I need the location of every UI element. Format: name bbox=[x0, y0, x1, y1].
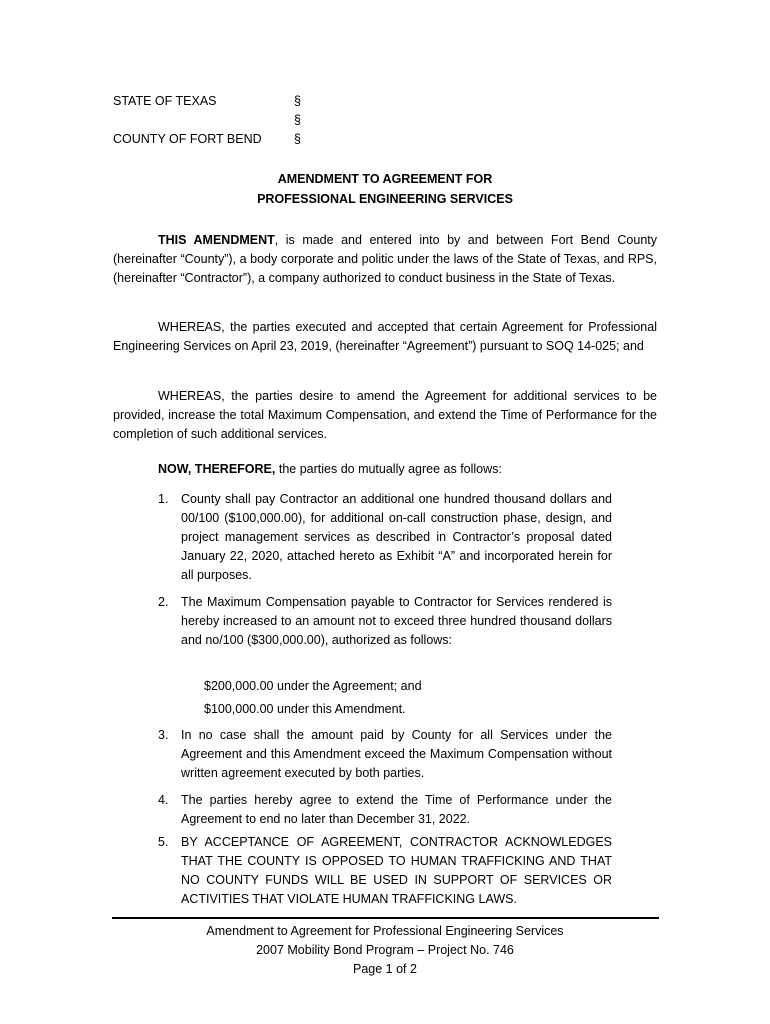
item-number: 3. bbox=[158, 728, 169, 742]
item-number: 4. bbox=[158, 793, 169, 807]
list-item: County shall pay Contractor an additional one hundred thousand dollars and 00/100 ($100,000.00), for additional on-call construction phase, design, and project management services as described in Contractor’s proposal dated January 22, 2020, attached hereto as Exhibit “A” and incorporated herein for all purposes. bbox=[181, 492, 612, 582]
footer-line-2: 2007 Mobility Bond Program – Project No. 746 bbox=[256, 943, 514, 957]
page-number: Page 1 of 2 bbox=[353, 962, 417, 976]
sub-item: $100,000.00 under this Amendment. bbox=[204, 702, 406, 716]
whereas-paragraph-2: WHEREAS, the parties desire to amend the Agreement for additional services to be provided, increase the total Maximum Compensation, and extend the Time of Performance for the completion of such additional services. bbox=[113, 389, 657, 441]
footer-rule bbox=[112, 917, 659, 919]
section-symbol: § bbox=[294, 94, 301, 108]
intro-bold: THIS AMENDMENT bbox=[158, 233, 275, 247]
list-item: In no case shall the amount paid by County for all Services under the Agreement and this Amendment exceed the Maximum Compensation without written agreement executed by both parties. bbox=[181, 728, 612, 780]
now-bold: NOW, THEREFORE, bbox=[158, 462, 276, 476]
intro-paragraph bbox=[113, 231, 657, 288]
list-item: The Maximum Compensation payable to Contractor for Services rendered is hereby increased to an amount not to exceed three hundred thousand dollars and no/100 ($300,000.00), authorized as follows: bbox=[181, 595, 612, 647]
section-symbol: § bbox=[294, 113, 301, 127]
section-symbol: § bbox=[294, 132, 301, 146]
caption-state: STATE OF TEXAS bbox=[113, 94, 217, 108]
caption-county: COUNTY OF FORT BEND bbox=[113, 132, 262, 146]
item-number: 1. bbox=[158, 492, 169, 506]
intro-text: , is made and entered into by and between Fort Bend County (hereinafter “County”), a body corporate and politic under the laws of the State of Texas, and RPS, (hereinafter “Contractor”), a company authorized to conduct business in the State of Texas. bbox=[113, 233, 657, 285]
document-title-line-1: AMENDMENT TO AGREEMENT FOR bbox=[277, 172, 493, 186]
whereas-paragraph-1: WHEREAS, the parties executed and accepted that certain Agreement for Professional Engineering Services on April 23, 2019, (hereinafter “Agreement”) pursuant to SOQ 14-025; and bbox=[113, 320, 657, 353]
list-item: The parties hereby agree to extend the Time of Performance under the Agreement to end no later than December 31, 2022. bbox=[181, 793, 612, 826]
now-therefore-paragraph bbox=[113, 460, 657, 479]
item-number: 5. bbox=[158, 835, 169, 849]
item-number: 2. bbox=[158, 595, 169, 609]
footer-line-1: Amendment to Agreement for Professional Engineering Services bbox=[206, 924, 564, 938]
now-text: the parties do mutually agree as follows: bbox=[275, 462, 502, 476]
list-item: BY ACCEPTANCE OF AGREEMENT, CONTRACTOR ACKNOWLEDGES THAT THE COUNTY IS OPPOSED TO HUMAN TRAFFICKING AND THAT NO COUNTY FUNDS WILL BE USED IN SUPPORT OF SERVICES OR ACTIVITIES THAT VIOLATE HUMAN TRAFFICKING LAWS. bbox=[181, 835, 612, 906]
sub-item: $200,000.00 under the Agreement; and bbox=[204, 679, 422, 693]
document-title-line-2: PROFESSIONAL ENGINEERING SERVICES bbox=[257, 192, 513, 206]
